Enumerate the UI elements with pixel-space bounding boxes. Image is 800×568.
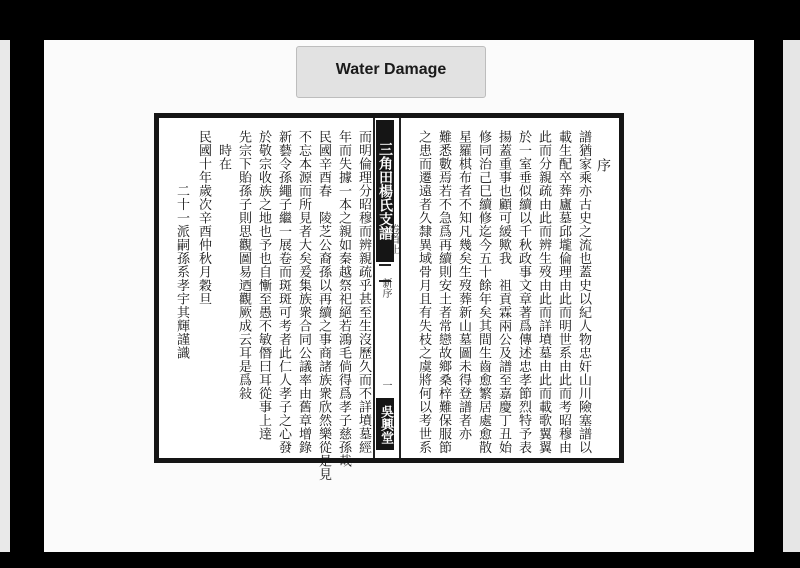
left-page-line: 時在 <box>216 130 231 171</box>
book-center-band <box>373 118 401 458</box>
water-damage-label-text: Water Damage <box>335 61 447 78</box>
right-page-line: 揚蓋重事也顧可緩歟我 祖貢霖兩公及譜至嘉慶丁丑始 <box>496 130 511 454</box>
left-page-line: 民國十年歲次辛酉仲秋月穀旦 <box>196 130 211 306</box>
left-page-line: 不忘本源而所見者大矣爰集族衆合同公議率由舊章增錄 <box>296 130 311 454</box>
right-page-line: 難悉數焉若不急爲再續則安土者常戀故鄉桑梓難保服節 <box>436 130 451 454</box>
page-number: 一 <box>380 380 391 390</box>
right-page-line: 星羅棋布者不知凡幾矣生歿葬新山墓圖未得登譜者亦 <box>456 130 471 441</box>
left-page-line: 於敬宗收族之地也予也自慚至愚不敏僭曰耳從事上達 <box>256 130 271 441</box>
left-page-line: 民國辛酉春 陵芝公裔孫以再續之事商諸族衆欣然樂從是見 <box>316 130 331 481</box>
left-page-line: 新藝令孫繩子繼一展卷而斑斑可考者此仁人孝子之心發 <box>276 130 291 454</box>
left-page-line: 先宗下貽孫子則思觀圖易迺觀厥成云耳是爲敍 <box>236 130 251 400</box>
right-page-line: 譜猶家乘亦古史之流也蓋史以紀人物忠奸山川險塞譜以 <box>576 130 591 454</box>
book-page-frame <box>154 113 624 481</box>
preface-heading: 序 <box>595 158 611 173</box>
book-title: 三角田楊氏支譜 <box>376 120 394 262</box>
right-page-line: 載生配卒葬廬墓邱壠倫理由此而明世系由此而考昭穆由 <box>556 130 571 454</box>
section-name: 新序 <box>380 278 391 298</box>
adjacent-page-right-edge <box>783 40 800 552</box>
water-damage-label <box>296 46 486 98</box>
left-page-line: 而明倫理分昭穆而辨親疏乎甚至生沒歷久而不詳墳墓經 <box>356 130 371 454</box>
hall-name: 吳興堂 <box>376 398 394 450</box>
right-page-line: 此而分親疏由此而辨生歿由此而詳墳墓由此而載歌翼翼 <box>536 130 551 454</box>
left-page-line: 年而失據一本之親如秦越祭祀絕若鴻毛倘得爲孝子慈孫哉 <box>336 130 351 468</box>
right-page-line: 修同治己巳續修迄今五十餘年矣其間生齒愈繁居處愈散 <box>476 130 491 454</box>
left-page-line: 二十一派嗣孫系孝宇其輝謹識 <box>174 130 189 360</box>
adjacent-page-left-edge <box>0 40 10 552</box>
volume-label: 卷首上 <box>388 224 399 254</box>
right-page-line: 於一室垂似續以千秋政事文章著爲傳述忠孝節烈特予表 <box>516 130 531 454</box>
right-page-line: 之患而遷遠者久隸異域骨月且有失枝之虞將何以考世系 <box>416 130 431 454</box>
